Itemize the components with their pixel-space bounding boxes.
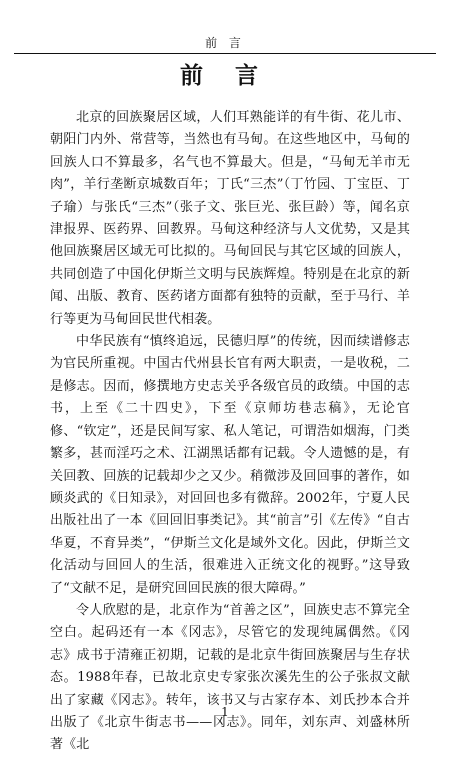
- paragraph-1: 北京的回族聚居区域，人们耳熟能详的有牛街、花儿市、朝阳门内外、常营等，当然也有马甸。在这些地区中，马甸的回族人口不算最多，名气也不算最大。但是，“马甸无羊市无肉”，羊行垄断京城数百年；丁氏“三杰”（丁竹园、丁宝臣、丁子瑜）与张氏“三杰”（张子文、张巨光、张巨龄）等，闻名京津报界、医药界、回教界。马甸这种经济与人文优势，又是其他回族聚居区域无可比拟的。马甸回民与其它区域的回族人，共同创造了中国化伊斯兰文明与民族辉煌。特别是在北京的新闻、出版、教育、医药诸方面都有独特的贡献，至于马行、羊行等更为马甸回民世代相袭。: [50, 110, 410, 327]
- paragraph-2: 中华民族有“慎终追远，民德归厚”的传统，因而续谱修志为官民所重视。中国古代州县长官有两大职责，一是收税，二是修志。因而，修撰地方史志关乎各级官员的政绩。中国的志书，上至《二十四史》，下至《京师坊巷志稿》，无论官修、“钦定”，还是民间写家、私人笔记，可谓浩如烟海，门类繁多，甚而淫巧之术、江湖黑话都有记载。令人遗憾的是，有关回教、回族的记载却少之又少。稍微涉及回回事的著作，如顾炎武的《日知录》，对回回也多有微辞。2002年，宁夏人民出版社出了一本《回回旧事类记》。其“前言”引《左传》“自古华夏，不育异类”，“伊斯兰文化是域外文化。因此，伊斯兰文化活动与回回人的生活，很难进入正统文化的视野。”这导致了“文献不足，是研究回回民族的很大障碍。”: [50, 334, 410, 596]
- body-text: [50, 107, 410, 757]
- paragraph-3: 令人欣慰的是，北京作为“首善之区”，回族史志不算完全空白。起码还有一本《冈志》，尽管它的发现纯属偶然。《冈志》成书于清雍正初期，记载的是北京牛街回族聚居与生存状态。1988年春，已故北京史专家张次溪先生的公子张叔文献出了家藏《冈志》。转年，该书又与古家存本、刘氏抄本合并出版了《北京牛街志书——冈志》。同年，刘东声、刘盛林所著《北: [50, 602, 410, 753]
- running-header: 前 言: [205, 36, 245, 50]
- header-rule: [14, 53, 436, 54]
- page-title: 前 言: [179, 63, 270, 89]
- page-number: 1: [221, 705, 229, 719]
